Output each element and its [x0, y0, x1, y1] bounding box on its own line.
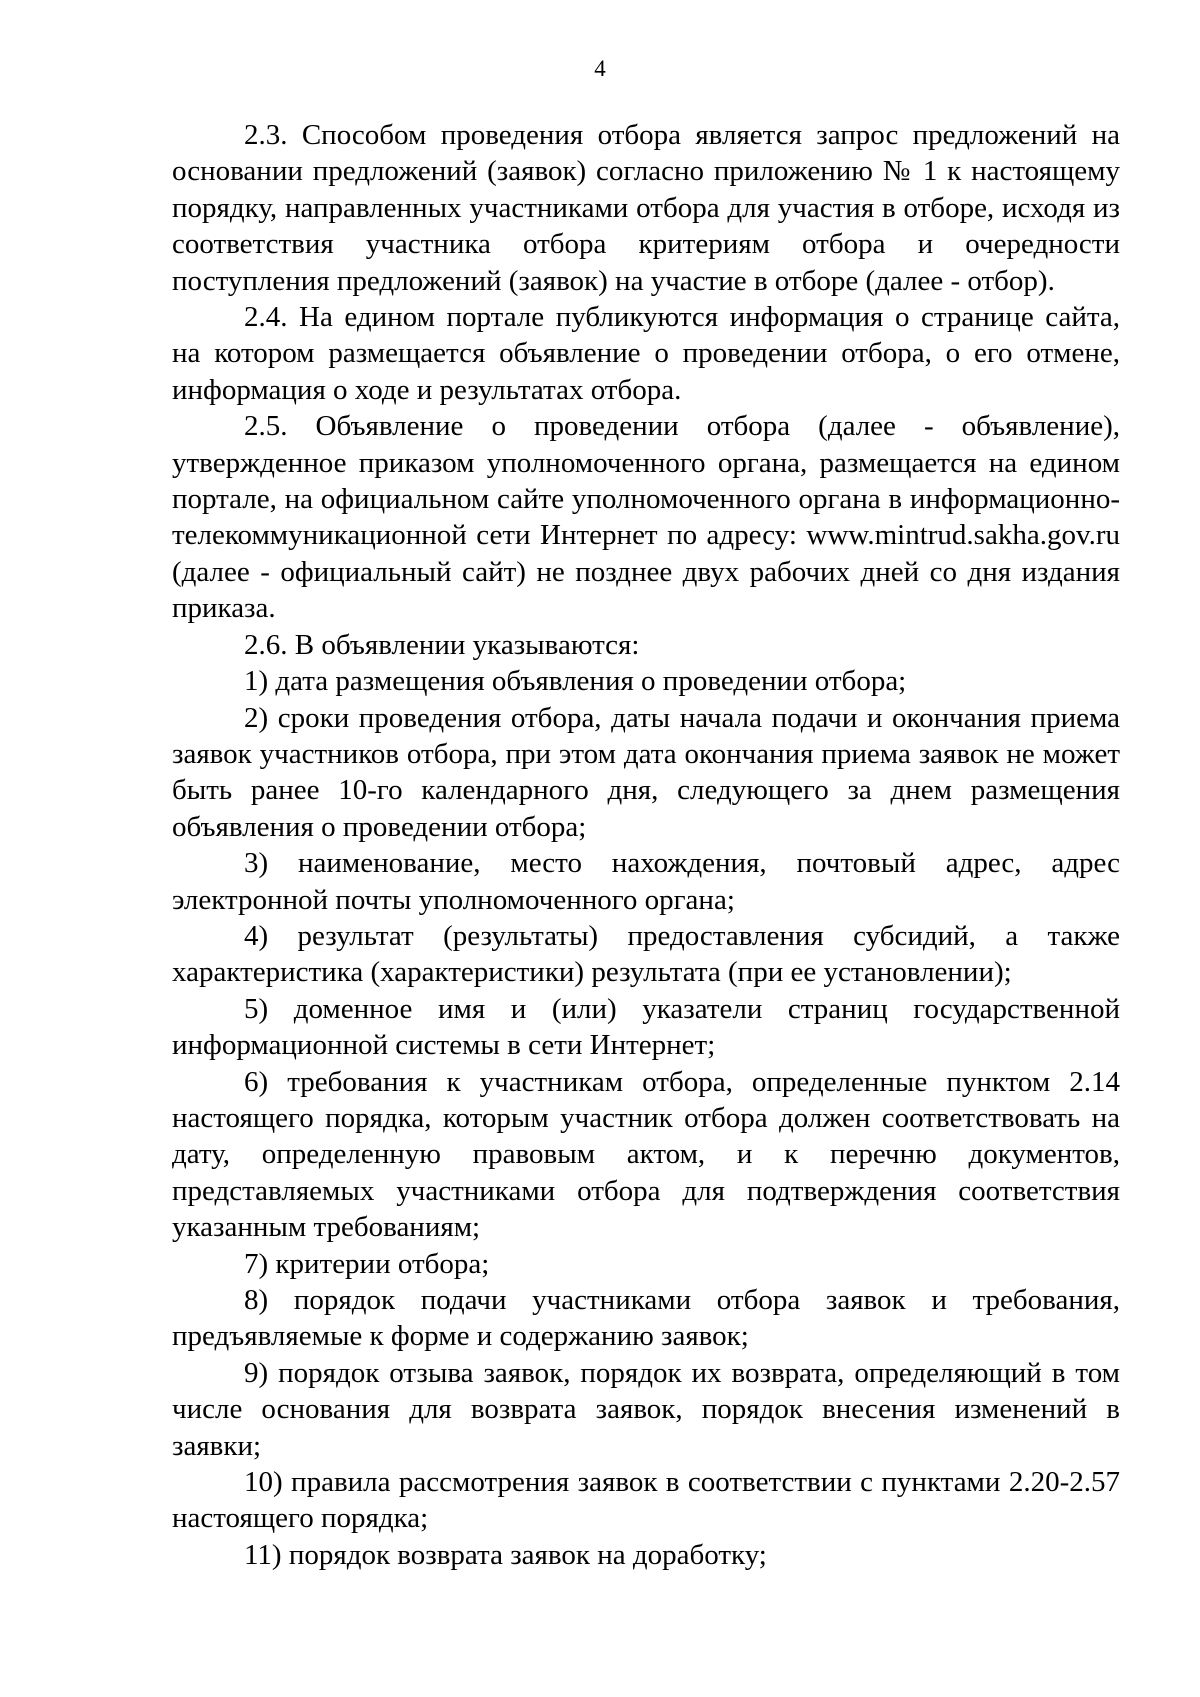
list-item-3: 3) наименование, место нахождения, почтовый адрес, адрес электронной почты уполномоченного органа; — [172, 847, 1120, 916]
page-number: 4 — [594, 56, 606, 81]
paragraph-2-4: 2.4. На едином портале публикуются информация о странице сайта, на котором размещается объявление о проведении отбора, о его отмене, информация о ходе и результатах отбора. — [172, 301, 1120, 406]
paragraph-2-6: 2.6. В объявлении указываются: — [244, 628, 640, 661]
list-item-10: 10) правила рассмотрения заявок в соответствии с пунктами 2.20-2.57 настоящего порядка; — [172, 1466, 1120, 1535]
paragraph-2-5: 2.5. Объявление о проведении отбора (далее - объявление), утвержденное приказом уполномоченного органа, размещается на едином портале, на официальном сайте уполномоченного органа в информационно-телекоммуникационной сети Интернет по адресу: www.mintrud.sakha.gov.ru (далее - официальный сайт) не позднее двух рабочих дней со дня издания приказа. — [172, 410, 1120, 625]
list-item-9: 9) порядок отзыва заявок, порядок их возврата, определяющий в том числе основания для возврата заявок, порядок внесения изменений в заявки; — [172, 1356, 1120, 1462]
list-item-4: 4) результат (результаты) предоставления субсидий, а также характеристика (характеристики) результата (при ее установлении); — [172, 919, 1120, 989]
list-item-6: 6) требования к участникам отбора, определенные пунктом 2.14 настоящего порядка, которым участник отбора должен соответствовать на дату, определенную правовым актом, и к перечню документов, представляемых участниками отбора для подтверждения соответствия указанным требованиям; — [172, 1065, 1120, 1244]
list-item-8: 8) порядок подачи участниками отбора заявок и требования, предъявляемые к форме и содержанию заявок; — [172, 1284, 1120, 1353]
list-item-7: 7) критерии отбора; — [244, 1247, 490, 1280]
list-item-1: 1) дата размещения объявления о проведении отбора; — [244, 665, 907, 698]
list-item-5: 5) доменное имя и (или) указатели страниц государственной информационной системы в сети Интернет; — [172, 992, 1120, 1062]
list-item-2: 2) сроки проведения отбора, даты начала подачи и окончания приема заявок участников отбора, при этом дата окончания приема заявок не может быть ранее 10-го календарного дня, следующего за днем размещения объявления о проведении отбора; — [172, 701, 1120, 843]
document-body — [172, 117, 1120, 1573]
paragraph-2-3: 2.3. Способом проведения отбора является запрос предложений на основании предложений (заявок) согласно приложению № 1 к настоящему порядку, направленных участниками отбора для участия в отборе, исходя из соответствия участника отбора критериям отбора и очередности поступления предложений (заявок) на участие в отборе (далее - отбор). — [172, 119, 1120, 297]
list-item-11: 11) порядок возврата заявок на доработку; — [244, 1538, 767, 1571]
